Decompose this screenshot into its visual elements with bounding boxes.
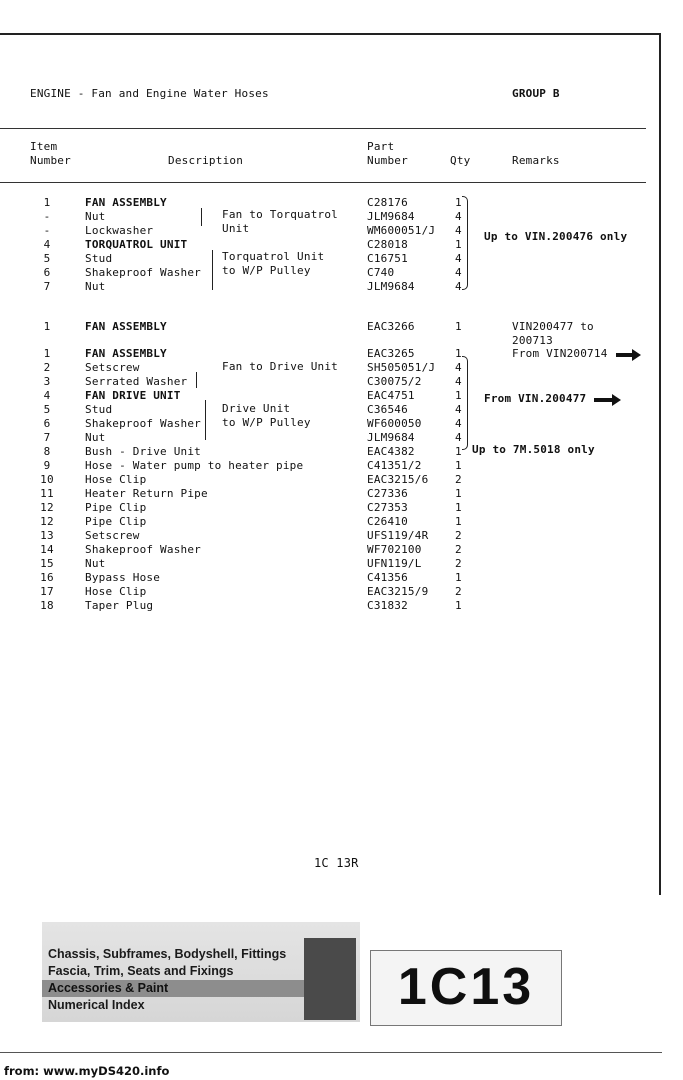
row-item-number: 1 <box>43 320 51 333</box>
group-label: GROUP B <box>512 87 560 100</box>
row-qty: 1 <box>455 238 462 251</box>
row-item-number: 2 <box>43 361 51 374</box>
row-item-number: - <box>43 224 51 237</box>
col-part-line2: Number <box>367 154 408 167</box>
source-credit: from: www.myDS420.info <box>4 1064 170 1078</box>
row-item-number: 6 <box>43 417 51 430</box>
note-fan-to-drive-unit: Fan to Drive Unit <box>222 360 338 373</box>
row-description: Stud <box>85 252 113 265</box>
row-qty: 1 <box>455 389 462 402</box>
row-description: FAN ASSEMBLY <box>85 347 167 360</box>
row-item-number: 8 <box>43 445 51 458</box>
row-description: Hose - Water pump to heater pipe <box>85 459 304 472</box>
row-item-number: 4 <box>43 389 51 402</box>
arrow-icon <box>616 353 634 357</box>
row-description: Shakeproof Washer <box>85 266 201 279</box>
row-item-number: 12 <box>40 501 54 514</box>
row-description: Serrated Washer <box>85 375 188 388</box>
row-part-number: C740 <box>367 266 395 279</box>
row-qty: 4 <box>455 210 462 223</box>
index-item-fascia: Fascia, Trim, Seats and Fixings <box>48 964 234 978</box>
row-qty: 2 <box>455 557 462 570</box>
row-part-number: C41356 <box>367 571 408 584</box>
row-part-number: JLM9684 <box>367 280 415 293</box>
row-qty: 1 <box>455 459 462 472</box>
row-description: Nut <box>85 431 106 444</box>
brace-group-2 <box>462 356 468 450</box>
remark-up-to-7m: Up to 7M.5018 only <box>472 443 595 456</box>
note-fan-to-torquatrol: Fan to Torquatrol <box>222 208 338 221</box>
row-item-number: 10 <box>40 473 54 486</box>
col-part-line1: Part <box>367 140 395 153</box>
row-qty: 2 <box>455 543 462 556</box>
row-part-number: C26410 <box>367 515 408 528</box>
row-item-number: 12 <box>40 515 54 528</box>
bottom-rule <box>0 1052 662 1053</box>
row-item-number: 9 <box>43 459 51 472</box>
row-item-number: 13 <box>40 529 54 542</box>
row-description: Taper Plug <box>85 599 154 612</box>
row-part-number: EAC4751 <box>367 389 415 402</box>
arrow-icon <box>594 398 614 402</box>
row-part-number: C16751 <box>367 252 408 265</box>
row-description: Nut <box>85 280 106 293</box>
row-description: Shakeproof Washer <box>85 543 201 556</box>
index-tab-marker <box>304 938 356 1020</box>
row-item-number: 16 <box>40 571 54 584</box>
index-item-chassis: Chassis, Subframes, Bodyshell, Fittings <box>48 947 287 961</box>
remark-from-vin-200714: From VIN200714 <box>512 347 608 360</box>
row-part-number: EAC3266 <box>367 320 415 333</box>
header-rule-top <box>0 128 646 129</box>
row-part-number: EAC4382 <box>367 445 415 458</box>
col-remarks: Remarks <box>512 154 560 167</box>
row-qty: 4 <box>455 431 462 444</box>
row-part-number: C28018 <box>367 238 408 251</box>
row-item-number: 3 <box>43 375 51 388</box>
row-qty: 4 <box>455 403 462 416</box>
row-qty: 2 <box>455 529 462 542</box>
row-part-number: C41351/2 <box>367 459 422 472</box>
row-qty: 4 <box>455 224 462 237</box>
note-bar <box>212 250 213 290</box>
row-qty: 1 <box>455 320 462 333</box>
row-item-number: 5 <box>43 252 51 265</box>
row-item-number: 7 <box>43 280 51 293</box>
brace-group-1 <box>462 196 468 290</box>
page-frame-right <box>659 33 661 895</box>
row-description: Nut <box>85 210 106 223</box>
row-description: Stud <box>85 403 113 416</box>
note-bar <box>196 372 197 388</box>
row-qty: 4 <box>455 361 462 374</box>
row-item-number: 4 <box>43 238 51 251</box>
row-qty: 1 <box>455 501 462 514</box>
row-description: Bypass Hose <box>85 571 161 584</box>
row-description: Pipe Clip <box>85 515 147 528</box>
row-description: Heater Return Pipe <box>85 487 208 500</box>
row-description: Hose Clip <box>85 473 147 486</box>
row-item-number: - <box>43 210 51 223</box>
row-description: Bush - Drive Unit <box>85 445 201 458</box>
row-part-number: WM600051/J <box>367 224 436 237</box>
section-title: ENGINE - Fan and Engine Water Hoses <box>30 87 269 100</box>
row-part-number: WF702100 <box>367 543 422 556</box>
index-item-numerical: Numerical Index <box>48 998 145 1012</box>
row-description: TORQUATROL UNIT <box>85 238 188 251</box>
row-part-number: JLM9684 <box>367 210 415 223</box>
note-torquatrol-pulley: to W/P Pulley <box>222 264 311 277</box>
note-drive-unit: Drive Unit <box>222 402 291 415</box>
row-part-number: EAC3215/6 <box>367 473 429 486</box>
remark-up-to-vin: Up to VIN.200476 only <box>484 230 628 243</box>
row-part-number: C31832 <box>367 599 408 612</box>
remark-vin-range-1: VIN200477 to <box>512 320 594 333</box>
col-item-line2: Number <box>30 154 71 167</box>
row-part-number: SH505051/J <box>367 361 436 374</box>
row-item-number: 18 <box>40 599 54 612</box>
note-fan-to-torquatrol-unit: Unit <box>222 222 250 235</box>
row-description: FAN DRIVE UNIT <box>85 389 181 402</box>
header-rule-bottom <box>0 182 646 183</box>
row-qty: 4 <box>455 375 462 388</box>
row-item-number: 1 <box>43 347 51 360</box>
row-qty: 4 <box>455 266 462 279</box>
row-qty: 2 <box>455 585 462 598</box>
page-reference: 1C 13R <box>314 856 359 870</box>
row-item-number: 7 <box>43 431 51 444</box>
row-qty: 1 <box>455 571 462 584</box>
col-item-line1: Item <box>30 140 58 153</box>
note-torquatrol-unit: Torquatrol Unit <box>222 250 325 263</box>
row-item-number: 6 <box>43 266 51 279</box>
row-part-number: C28176 <box>367 196 408 209</box>
note-bar <box>205 400 206 440</box>
row-item-number: 5 <box>43 403 51 416</box>
row-qty: 1 <box>455 599 462 612</box>
index-item-accessories: Accessories & Paint <box>48 981 169 995</box>
row-part-number: EAC3215/9 <box>367 585 429 598</box>
row-qty: 4 <box>455 280 462 293</box>
note-drive-unit-pulley: to W/P Pulley <box>222 416 311 429</box>
row-part-number: C27353 <box>367 501 408 514</box>
row-part-number: JLM9684 <box>367 431 415 444</box>
row-part-number: C27336 <box>367 487 408 500</box>
row-description: Setscrew <box>85 361 140 374</box>
row-description: Lockwasher <box>85 224 154 237</box>
remark-from-vin-200477: From VIN.200477 <box>484 392 587 405</box>
row-part-number: C36546 <box>367 403 408 416</box>
row-qty: 4 <box>455 252 462 265</box>
row-description: FAN ASSEMBLY <box>85 320 167 333</box>
row-description: Setscrew <box>85 529 140 542</box>
row-qty: 1 <box>455 347 462 360</box>
row-part-number: WF600050 <box>367 417 422 430</box>
fiche-code: 1C13 <box>370 950 562 1026</box>
row-qty: 1 <box>455 487 462 500</box>
row-description: Nut <box>85 557 106 570</box>
note-bar <box>201 208 202 226</box>
row-qty: 1 <box>455 445 462 458</box>
row-item-number: 14 <box>40 543 54 556</box>
row-qty: 1 <box>455 196 462 209</box>
remark-vin-range-2: 200713 <box>512 334 553 347</box>
row-part-number: EAC3265 <box>367 347 415 360</box>
row-qty: 2 <box>455 473 462 486</box>
row-description: Pipe Clip <box>85 501 147 514</box>
row-item-number: 11 <box>40 487 54 500</box>
row-part-number: UFN119/L <box>367 557 422 570</box>
row-qty: 1 <box>455 515 462 528</box>
col-description: Description <box>168 154 244 167</box>
row-description: FAN ASSEMBLY <box>85 196 167 209</box>
row-item-number: 15 <box>40 557 54 570</box>
row-part-number: C30075/2 <box>367 375 422 388</box>
page-frame-top <box>0 33 661 35</box>
row-qty: 4 <box>455 417 462 430</box>
col-qty: Qty <box>450 154 471 167</box>
row-description: Hose Clip <box>85 585 147 598</box>
row-part-number: UFS119/4R <box>367 529 429 542</box>
row-item-number: 17 <box>40 585 54 598</box>
row-description: Shakeproof Washer <box>85 417 201 430</box>
row-item-number: 1 <box>43 196 51 209</box>
